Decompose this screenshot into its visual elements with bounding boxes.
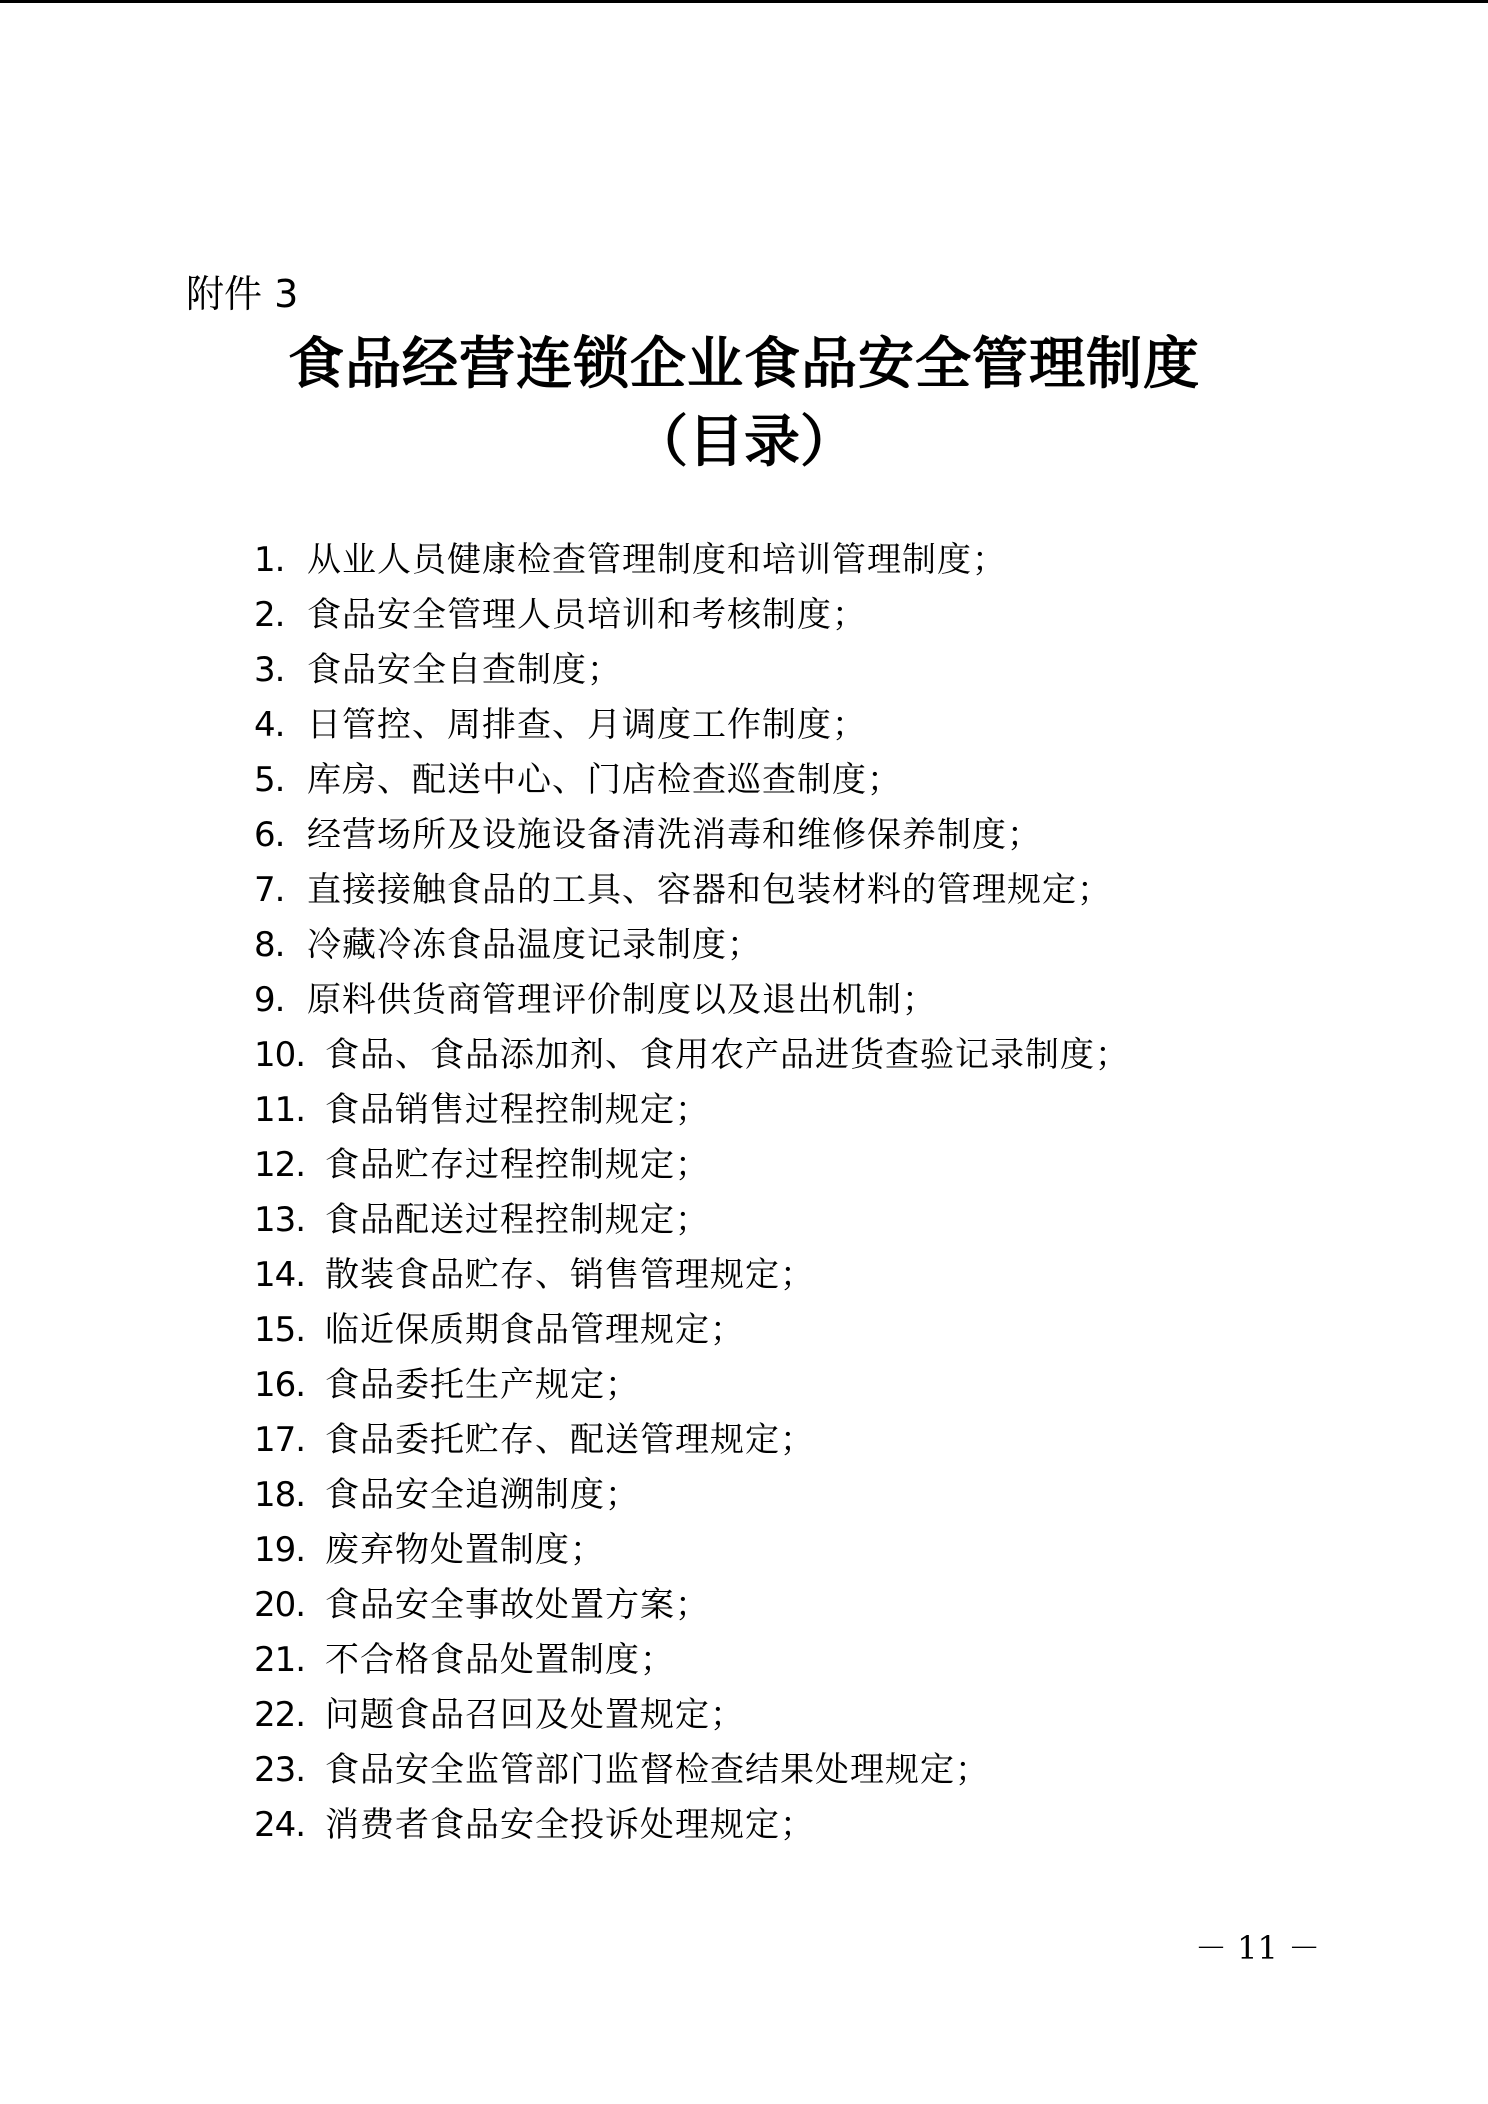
toc-item-text: 废弃物处置制度； bbox=[325, 1530, 605, 1570]
toc-item bbox=[254, 1083, 1130, 1138]
toc-item-number: 16. bbox=[254, 1365, 306, 1405]
toc-item-number: 8. bbox=[254, 925, 285, 965]
toc-item-text: 食品销售过程控制规定； bbox=[325, 1090, 710, 1130]
toc-item bbox=[254, 863, 1130, 918]
toc-item-text: 冷藏冷冻食品温度记录制度； bbox=[307, 925, 762, 965]
toc-item bbox=[254, 1193, 1130, 1248]
toc-item-number: 11. bbox=[254, 1090, 306, 1130]
toc-item-text: 从业人员健康检查管理制度和培训管理制度； bbox=[307, 540, 1007, 580]
toc-item-text: 库房、配送中心、门店检查巡查制度； bbox=[307, 760, 902, 800]
toc-item-text: 日管控、周排查、月调度工作制度； bbox=[307, 705, 867, 745]
toc-item-text: 直接接触食品的工具、容器和包装材料的管理规定； bbox=[307, 870, 1112, 910]
toc-item-text: 临近保质期食品管理规定； bbox=[325, 1310, 745, 1350]
toc-item-text: 经营场所及设施设备清洗消毒和维修保养制度； bbox=[307, 815, 1042, 855]
toc-item bbox=[254, 588, 1130, 643]
toc-item-number: 6. bbox=[254, 815, 285, 855]
toc-item-number: 7. bbox=[254, 870, 285, 910]
toc-item-text: 食品委托生产规定； bbox=[325, 1365, 640, 1405]
toc-item bbox=[254, 1633, 1130, 1688]
toc-item-text: 食品安全自查制度； bbox=[307, 650, 622, 690]
toc-item-text: 食品安全追溯制度； bbox=[325, 1475, 640, 1515]
toc-item-number: 22. bbox=[254, 1695, 306, 1735]
toc-item-number: 24. bbox=[254, 1805, 306, 1845]
top-border-line bbox=[0, 0, 1488, 3]
toc-item-number: 4. bbox=[254, 705, 285, 745]
toc-item bbox=[254, 1743, 1130, 1798]
attachment-label: 附件 3 bbox=[186, 272, 299, 316]
toc-item bbox=[254, 973, 1130, 1028]
toc-item bbox=[254, 533, 1130, 588]
toc-item-number: 21. bbox=[254, 1640, 306, 1680]
toc-item-text: 食品安全监管部门监督检查结果处理规定； bbox=[325, 1750, 990, 1790]
toc-item-text: 问题食品召回及处置规定； bbox=[325, 1695, 745, 1735]
toc-item-text: 食品、食品添加剂、食用农产品进货查验记录制度； bbox=[325, 1035, 1130, 1075]
table-of-contents bbox=[254, 533, 1130, 1853]
toc-item-number: 5. bbox=[254, 760, 285, 800]
toc-item bbox=[254, 1028, 1130, 1083]
toc-item-number: 18. bbox=[254, 1475, 306, 1515]
toc-item bbox=[254, 1798, 1130, 1853]
toc-item-number: 19. bbox=[254, 1530, 306, 1570]
toc-item-number: 3. bbox=[254, 650, 285, 690]
toc-item bbox=[254, 1523, 1130, 1578]
toc-item bbox=[254, 643, 1130, 698]
page-number: － 11 － bbox=[1195, 1929, 1321, 1967]
toc-item-text: 食品安全管理人员培训和考核制度； bbox=[307, 595, 867, 635]
toc-item-number: 9. bbox=[254, 980, 285, 1020]
toc-item bbox=[254, 1578, 1130, 1633]
toc-item bbox=[254, 1688, 1130, 1743]
toc-item-text: 消费者食品安全投诉处理规定； bbox=[325, 1805, 815, 1845]
document-subtitle: （目录） bbox=[632, 409, 856, 475]
toc-item-number: 10. bbox=[254, 1035, 306, 1075]
toc-item bbox=[254, 1248, 1130, 1303]
document-title: 食品经营连锁企业食品安全管理制度 bbox=[288, 331, 1200, 397]
toc-item-number: 14. bbox=[254, 1255, 306, 1295]
toc-item bbox=[254, 753, 1130, 808]
toc-item bbox=[254, 1138, 1130, 1193]
toc-item bbox=[254, 918, 1130, 973]
toc-item-text: 食品委托贮存、配送管理规定； bbox=[325, 1420, 815, 1460]
toc-item-number: 20. bbox=[254, 1585, 306, 1625]
toc-item bbox=[254, 808, 1130, 863]
toc-item-text: 食品贮存过程控制规定； bbox=[325, 1145, 710, 1185]
toc-item-text: 食品安全事故处置方案； bbox=[325, 1585, 710, 1625]
toc-item-text: 食品配送过程控制规定； bbox=[325, 1200, 710, 1240]
toc-item-number: 15. bbox=[254, 1310, 306, 1350]
toc-item-number: 17. bbox=[254, 1420, 306, 1460]
toc-item-text: 不合格食品处置制度； bbox=[325, 1640, 675, 1680]
toc-item-number: 23. bbox=[254, 1750, 306, 1790]
toc-item-number: 2. bbox=[254, 595, 285, 635]
toc-item-text: 散装食品贮存、销售管理规定； bbox=[325, 1255, 815, 1295]
toc-item-number: 12. bbox=[254, 1145, 306, 1185]
toc-item bbox=[254, 698, 1130, 753]
toc-item-number: 1. bbox=[254, 540, 285, 580]
toc-item-number: 13. bbox=[254, 1200, 306, 1240]
toc-item-text: 原料供货商管理评价制度以及退出机制； bbox=[307, 980, 937, 1020]
toc-item bbox=[254, 1358, 1130, 1413]
toc-item bbox=[254, 1303, 1130, 1358]
toc-item bbox=[254, 1413, 1130, 1468]
toc-item bbox=[254, 1468, 1130, 1523]
